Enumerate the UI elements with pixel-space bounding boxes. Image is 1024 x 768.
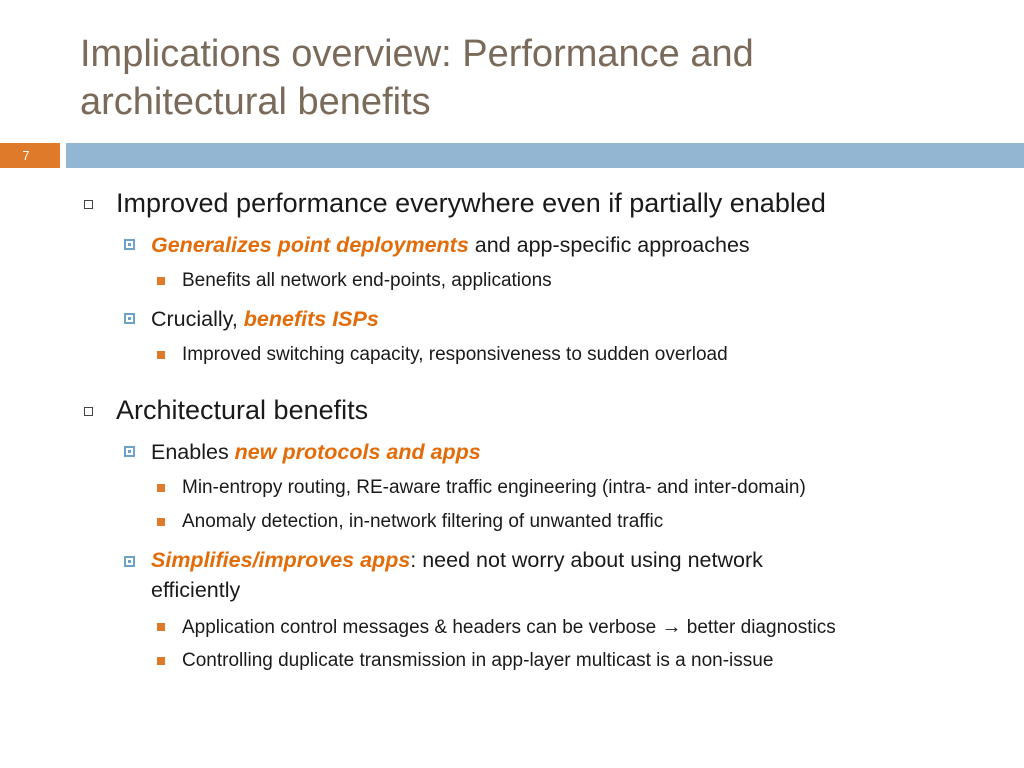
- bullet-level2: [151, 304, 379, 334]
- square-bullet-icon: [124, 556, 135, 567]
- square-bullet-icon: [124, 313, 135, 324]
- bullet-text: Enables: [151, 440, 235, 464]
- highlight-text: new protocols and apps: [234, 440, 481, 464]
- title-line-1: Implications overview: Performance and: [80, 33, 754, 75]
- bullet-level3: Benefits all network end-points, applications: [182, 270, 552, 291]
- highlight-text: Simplifies/improves apps: [151, 548, 411, 572]
- bullet-level2: [151, 230, 750, 260]
- hollow-square-bullet-icon: [84, 200, 93, 209]
- highlight-text: benefits ISPs: [243, 307, 379, 331]
- bullet-level3: Anomaly detection, in-network filtering of unwanted traffic: [182, 511, 664, 532]
- bullet-level3: Min-entropy routing, RE-aware traffic engineering (intra- and inter-domain): [182, 477, 806, 498]
- right-arrow-icon: →: [661, 616, 682, 638]
- filled-square-bullet-icon: [157, 518, 165, 526]
- filled-square-bullet-icon: [157, 484, 165, 492]
- bullet-level3: [182, 614, 836, 641]
- bullet-text: Crucially,: [151, 307, 244, 331]
- filled-square-bullet-icon: [157, 623, 165, 631]
- bullet-level1: Improved performance everywhere even if partially enabled: [116, 188, 826, 218]
- filled-square-bullet-icon: [157, 657, 165, 665]
- hollow-square-bullet-icon: [84, 407, 93, 416]
- bullet-level2: [151, 437, 481, 467]
- bullet-text: and app-specific approaches: [468, 233, 750, 257]
- filled-square-bullet-icon: [157, 351, 165, 359]
- bullet-level1: Architectural benefits: [116, 395, 369, 425]
- bullet-text: better diagnostics: [681, 617, 836, 638]
- title-line-2: architectural benefits: [80, 81, 431, 123]
- filled-square-bullet-icon: [157, 277, 165, 285]
- bullet-level3: Improved switching capacity, responsiveness to sudden overload: [182, 344, 728, 365]
- bullet-level2: [151, 545, 763, 575]
- bullet-level2-continuation: efficiently: [151, 578, 241, 602]
- square-bullet-icon: [124, 239, 135, 250]
- slide-number: 7: [22, 148, 30, 163]
- bullet-text: Application control messages & headers can be verbose: [182, 617, 662, 638]
- bullet-level3: Controlling duplicate transmission in app-layer multicast is a non-issue: [182, 650, 774, 671]
- square-bullet-icon: [124, 446, 135, 457]
- highlight-text: Generalizes point deployments: [151, 233, 469, 257]
- bullet-text: : need not worry about using network: [410, 548, 763, 572]
